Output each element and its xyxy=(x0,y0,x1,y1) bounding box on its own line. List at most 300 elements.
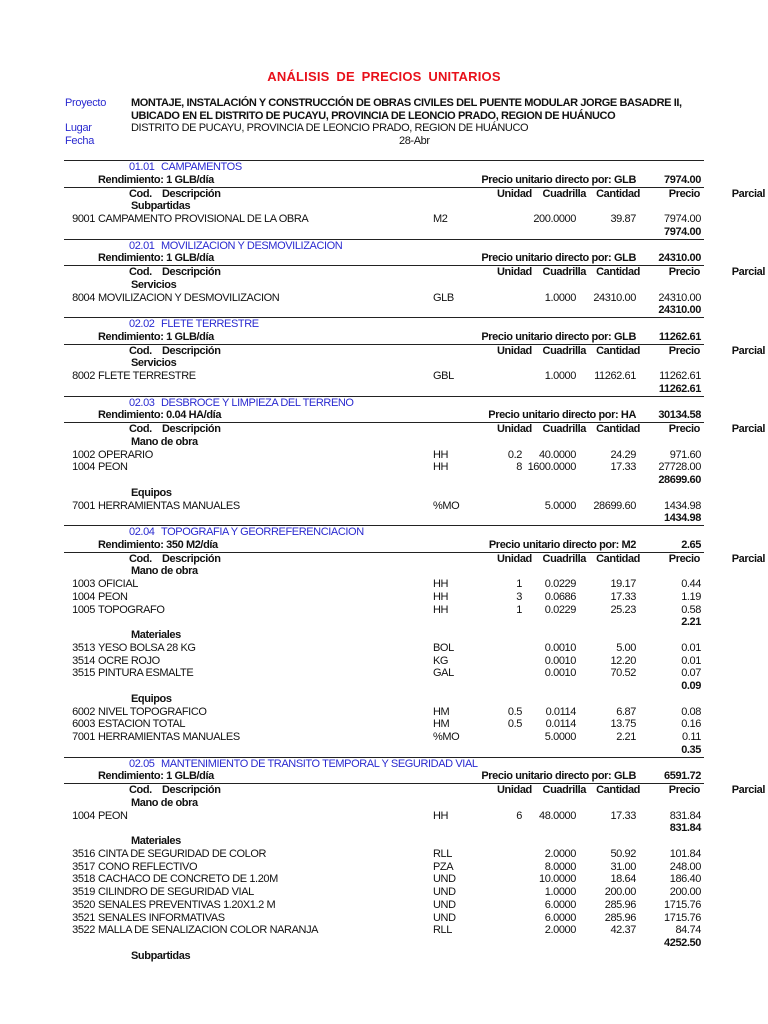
item-unit: UND xyxy=(433,911,456,924)
item-description: ESTACION TOTAL xyxy=(98,718,186,731)
col-cantidad: Cantidad xyxy=(596,266,640,278)
group-heading: Subpartidas xyxy=(131,200,191,213)
item-unit: GLB xyxy=(433,291,454,304)
table-row xyxy=(0,655,768,668)
item-description: TOPOGRAFO xyxy=(98,603,165,616)
group-heading-row xyxy=(0,950,768,963)
item-unit: UND xyxy=(433,886,456,898)
item-description: PEON xyxy=(98,590,128,603)
rendimiento-row xyxy=(0,770,768,783)
item-parcial: 971.60 xyxy=(669,448,701,461)
subtotal-row xyxy=(0,937,768,950)
col-cuadrilla: Cuadrilla xyxy=(542,187,586,200)
item-description: MALLA DE SENALIZACION COLOR NARANJA xyxy=(98,924,319,937)
item-code: 8004 xyxy=(72,291,95,304)
item-parcial: 831.84 xyxy=(669,809,701,822)
column-header-row xyxy=(64,265,765,279)
group-heading: Materiales xyxy=(131,629,181,641)
item-description: HERRAMIENTAS MANUALES xyxy=(98,499,240,512)
item-parcial: 1.19 xyxy=(681,590,701,603)
item-code: 8002 xyxy=(72,370,95,382)
item-parcial: 24310.00 xyxy=(658,291,701,304)
col-cantidad: Cantidad xyxy=(596,784,640,796)
item-parcial: 7974.00 xyxy=(664,213,701,225)
item-unit: KG xyxy=(433,654,449,667)
col-precio: Precio xyxy=(668,187,700,200)
item-cantidad: 0.0114 xyxy=(545,718,576,731)
group-heading-row xyxy=(0,279,768,292)
item-parcial: 0.08 xyxy=(681,705,701,718)
column-header-row xyxy=(64,422,765,436)
subtotal-row xyxy=(0,512,768,525)
col-descripcion: Descripción xyxy=(162,266,221,278)
subtotal-row xyxy=(0,822,768,835)
subtotal-row xyxy=(0,680,768,693)
table-row xyxy=(0,461,768,474)
group-heading-row xyxy=(0,629,768,642)
item-cantidad: 1.0000 xyxy=(544,291,576,304)
item-unit: HH xyxy=(433,461,449,474)
col-parcial: Parcial xyxy=(731,187,765,200)
subtotal-value: 831.84 xyxy=(669,822,701,835)
item-unit: UND xyxy=(433,898,456,911)
page-title: ANÁLISIS DE PRECIOS UNITARIOS xyxy=(267,69,501,84)
section-title-row xyxy=(64,317,704,331)
item-unit: HH xyxy=(433,809,449,822)
item-precio: 17.33 xyxy=(610,590,636,603)
rendimiento-row xyxy=(0,331,768,344)
table-row xyxy=(0,500,768,513)
group-heading: Subpartidas xyxy=(131,949,191,962)
col-precio: Precio xyxy=(668,784,700,796)
item-precio: 39.87 xyxy=(610,213,636,225)
item-cantidad: 5.0000 xyxy=(544,499,576,512)
item-cantidad: 1600.0000 xyxy=(527,461,576,474)
item-unit: RLL xyxy=(433,924,452,937)
column-header-row xyxy=(64,783,765,797)
col-descripcion: Descripción xyxy=(162,552,221,565)
section-code: 02.05 xyxy=(129,757,155,770)
table-row xyxy=(0,591,768,604)
table-row xyxy=(0,861,768,874)
subtotal-value: 2.21 xyxy=(681,616,701,629)
col-unidad: Unidad xyxy=(497,784,532,796)
table-row xyxy=(0,718,768,731)
col-precio: Precio xyxy=(668,423,700,435)
item-description: PINTURA ESMALTE xyxy=(98,667,194,680)
col-parcial: Parcial xyxy=(731,552,765,565)
item-unit: HH xyxy=(433,578,449,590)
item-precio: 70.52 xyxy=(610,667,636,680)
col-precio: Precio xyxy=(668,266,700,278)
group-heading: Servicios xyxy=(131,357,177,370)
item-unit: HH xyxy=(433,603,449,616)
item-cantidad: 48.0000 xyxy=(539,809,576,822)
item-description: CILINDRO DE SEGURIDAD VIAL xyxy=(98,886,254,898)
item-code: 1003 xyxy=(72,578,95,590)
item-cantidad: 0.0229 xyxy=(544,578,576,590)
col-cantidad: Cantidad xyxy=(596,344,640,357)
col-parcial: Parcial xyxy=(731,266,765,278)
section-title-row xyxy=(64,525,704,539)
item-precio: 19.17 xyxy=(610,578,636,590)
table-row xyxy=(0,924,768,937)
col-cod: Cod. xyxy=(129,552,152,565)
item-unit: RLL xyxy=(433,847,452,860)
item-code: 3521 xyxy=(72,911,95,924)
section-name: CAMPAMENTOS xyxy=(161,161,242,173)
proyecto-line-2: UBICADO EN EL DISTRITO DE PUCAYU, PROVINCIA DE LEONCIO PRADO, REGION DE HUÁNUCO xyxy=(131,110,616,122)
item-parcial: 248.00 xyxy=(669,860,701,873)
item-cuadrilla: 0.2 xyxy=(507,448,522,461)
group-heading-row xyxy=(0,835,768,848)
item-precio: 17.33 xyxy=(610,461,636,474)
table-row xyxy=(0,604,768,617)
item-parcial: 186.40 xyxy=(669,873,701,886)
subtotal-value: 24310.00 xyxy=(658,304,701,317)
col-cuadrilla: Cuadrilla xyxy=(542,266,586,278)
item-unit: HM xyxy=(433,718,450,731)
col-parcial: Parcial xyxy=(731,423,765,435)
col-cantidad: Cantidad xyxy=(596,187,640,200)
table-row xyxy=(0,449,768,462)
table-row xyxy=(0,810,768,823)
item-description: YESO BOLSA 28 KG xyxy=(98,641,196,654)
item-code: 3516 xyxy=(72,847,95,860)
item-cuadrilla: 8 xyxy=(516,461,522,474)
subtotal-row xyxy=(0,474,768,487)
item-parcial: 1715.76 xyxy=(664,898,701,911)
col-cod: Cod. xyxy=(129,784,152,796)
subtotal-value: 11262.61 xyxy=(658,382,701,395)
item-unit: UND xyxy=(433,873,456,886)
rendimiento-row xyxy=(0,409,768,422)
item-precio: 24310.00 xyxy=(593,291,636,304)
item-cantidad: 40.0000 xyxy=(539,448,576,461)
col-unidad: Unidad xyxy=(497,552,532,565)
item-precio: 285.96 xyxy=(604,898,636,911)
section-name: DESBROCE Y LIMPIEZA DEL TERRENO xyxy=(161,396,354,409)
table-row xyxy=(0,848,768,861)
item-code: 1004 xyxy=(72,809,95,822)
item-unit: BOL xyxy=(433,641,454,654)
group-heading: Mano de obra xyxy=(131,435,198,448)
section-title-row xyxy=(64,396,704,410)
unit-price-value: 11262.61 xyxy=(658,330,701,343)
item-code: 3522 xyxy=(72,924,95,937)
group-heading-row xyxy=(0,487,768,500)
item-description: FLETE TERRESTRE xyxy=(98,370,196,382)
column-header-row xyxy=(64,552,765,566)
item-code: 1005 xyxy=(72,603,95,616)
item-unit: GAL xyxy=(433,667,454,680)
item-cuadrilla: 1 xyxy=(516,603,522,616)
rendimiento-row xyxy=(0,252,768,265)
table-row xyxy=(0,873,768,886)
item-code: 6002 xyxy=(72,705,95,718)
group-heading-row xyxy=(0,357,768,370)
lugar-label: Lugar xyxy=(65,122,92,134)
item-precio: 28699.60 xyxy=(593,499,636,512)
fecha-label: Fecha xyxy=(65,135,95,147)
subtotal-row xyxy=(0,304,768,317)
unit-price-label: Precio unitario directo por: GLB xyxy=(481,770,636,783)
group-heading-row xyxy=(0,693,768,706)
item-precio: 42.37 xyxy=(610,924,636,937)
group-heading-row xyxy=(0,200,768,213)
unit-price-value: 7974.00 xyxy=(664,173,701,186)
item-unit: PZA xyxy=(433,860,454,873)
table-row xyxy=(0,886,768,899)
item-precio: 200.00 xyxy=(604,886,636,898)
item-parcial: 0.01 xyxy=(681,654,701,667)
item-unit: HM xyxy=(433,705,450,718)
item-precio: 25.23 xyxy=(610,603,636,616)
subtotal-row xyxy=(0,383,768,396)
subtotal-value: 1434.98 xyxy=(664,512,701,525)
item-description: HERRAMIENTAS MANUALES xyxy=(98,731,240,743)
table-row xyxy=(0,370,768,383)
item-code: 3513 xyxy=(72,641,95,654)
item-cantidad: 1.0000 xyxy=(544,886,576,898)
unit-price-label: Precio unitario directo por: GLB xyxy=(481,252,636,265)
group-heading: Servicios xyxy=(131,278,177,291)
item-code: 1004 xyxy=(72,461,95,474)
col-descripcion: Descripción xyxy=(162,344,221,357)
unit-price-label: Precio unitario directo por: M2 xyxy=(488,538,636,551)
col-unidad: Unidad xyxy=(497,266,532,278)
item-parcial: 0.58 xyxy=(681,603,701,616)
item-precio: 17.33 xyxy=(610,809,636,822)
item-cuadrilla: 6 xyxy=(516,809,522,822)
subtotal-row xyxy=(0,744,768,757)
item-parcial: 0.16 xyxy=(681,718,701,731)
table-row xyxy=(0,731,768,744)
subtotal-value: 28699.60 xyxy=(658,474,701,486)
item-code: 7001 xyxy=(72,731,95,743)
section-code: 02.01 xyxy=(129,239,155,252)
column-header-row xyxy=(64,187,765,201)
section-code: 01.01 xyxy=(129,161,155,173)
unit-price-label: Precio unitario directo por: GLB xyxy=(481,173,636,186)
item-cantidad: 0.0010 xyxy=(544,654,576,667)
item-unit: %MO xyxy=(433,499,460,512)
item-cantidad: 200.0000 xyxy=(533,213,576,225)
rendimiento: Rendimiento: 0.04 HA/día xyxy=(98,409,222,422)
item-precio: 24.29 xyxy=(610,448,636,461)
item-description: PEON xyxy=(98,809,128,822)
item-precio: 13.75 xyxy=(610,718,636,731)
item-precio: 285.96 xyxy=(604,911,636,924)
col-cod: Cod. xyxy=(129,187,152,200)
group-heading-row xyxy=(0,797,768,810)
table-row xyxy=(0,213,768,226)
section-name: TOPOGRAFIA Y GEORREFERENCIACION xyxy=(161,526,364,538)
item-code: 3518 xyxy=(72,873,95,886)
unit-price-label: Precio unitario directo por: HA xyxy=(488,409,636,422)
item-cantidad: 0.0010 xyxy=(544,641,576,654)
section-title-row xyxy=(64,160,704,174)
section-title-row xyxy=(64,757,704,771)
lugar-value: DISTRITO DE PUCAYU, PROVINCIA DE LEONCIO PRADO, REGION DE HUÁNUCO xyxy=(131,122,529,134)
col-unidad: Unidad xyxy=(497,187,532,200)
analysis-sheet xyxy=(0,160,768,963)
col-unidad: Unidad xyxy=(497,344,532,357)
item-precio: 12.20 xyxy=(610,654,636,667)
item-description: CACHACO DE CONCRETO DE 1.20M xyxy=(98,873,278,886)
item-unit: HH xyxy=(433,448,449,461)
subtotal-row xyxy=(0,226,768,239)
item-cantidad: 6.0000 xyxy=(544,911,576,924)
table-row xyxy=(0,578,768,591)
item-precio: 50.92 xyxy=(610,847,636,860)
unit-price-value: 24310.00 xyxy=(658,252,701,265)
section-code: 02.02 xyxy=(129,318,155,330)
section-title-row xyxy=(64,239,704,253)
col-cod: Cod. xyxy=(129,344,152,357)
item-parcial: 200.00 xyxy=(669,886,701,898)
rendimiento-row xyxy=(0,539,768,552)
item-cantidad: 2.0000 xyxy=(544,847,576,860)
subtotal-row xyxy=(0,616,768,629)
unit-price-value: 6591.72 xyxy=(664,770,701,783)
col-cuadrilla: Cuadrilla xyxy=(542,423,586,435)
group-heading: Equipos xyxy=(131,486,172,499)
item-cantidad: 1.0000 xyxy=(544,370,576,382)
subtotal-value: 4252.50 xyxy=(664,937,701,949)
item-code: 3517 xyxy=(72,860,95,873)
table-row xyxy=(0,642,768,655)
rendimiento: Rendimiento: 1 GLB/día xyxy=(98,252,214,265)
proyecto-label: Proyecto xyxy=(65,97,107,109)
item-precio: 31.00 xyxy=(610,860,636,873)
subtotal-value: 0.35 xyxy=(681,743,701,756)
item-code: 3514 xyxy=(72,654,95,667)
item-cantidad: 10.0000 xyxy=(539,873,576,886)
item-cantidad: 0.0114 xyxy=(545,705,576,718)
rendimiento: Rendimiento: 1 GLB/día xyxy=(98,173,214,186)
item-parcial: 1434.98 xyxy=(664,499,701,512)
section-name: FLETE TERRESTRE xyxy=(161,318,259,330)
group-heading: Materiales xyxy=(131,835,181,847)
section-code: 02.03 xyxy=(129,396,155,409)
group-heading-row xyxy=(0,436,768,449)
item-description: SENALES INFORMATIVAS xyxy=(98,911,225,924)
col-precio: Precio xyxy=(668,552,700,565)
item-precio: 18.64 xyxy=(610,873,636,886)
item-description: CONO REFLECTIVO xyxy=(98,860,198,873)
item-description: CAMPAMENTO PROVISIONAL DE LA OBRA xyxy=(98,213,309,225)
col-parcial: Parcial xyxy=(731,784,765,796)
group-heading: Mano de obra xyxy=(131,565,198,578)
rendimiento: Rendimiento: 1 GLB/día xyxy=(98,770,214,783)
col-cuadrilla: Cuadrilla xyxy=(542,552,586,565)
table-row xyxy=(0,912,768,925)
item-precio: 11262.61 xyxy=(594,370,636,382)
item-parcial: 0.11 xyxy=(682,731,701,743)
item-parcial: 84.74 xyxy=(675,924,701,937)
group-heading-row xyxy=(0,565,768,578)
col-precio: Precio xyxy=(668,344,700,357)
section-name: MOVILIZACION Y DESMOVILIZACION xyxy=(161,239,343,252)
group-heading: Equipos xyxy=(131,692,172,705)
col-unidad: Unidad xyxy=(497,423,532,435)
item-cantidad: 0.0010 xyxy=(544,667,576,680)
subtotal-value: 7974.00 xyxy=(664,225,701,238)
group-heading: Mano de obra xyxy=(131,796,198,809)
column-header-row xyxy=(64,344,765,358)
table-row xyxy=(0,706,768,719)
table-row xyxy=(0,667,768,680)
proyecto-line-1: MONTAJE, INSTALACIÓN Y CONSTRUCCIÓN DE OBRAS CIVILES DEL PUENTE MODULAR JORGE BASADRE II, xyxy=(131,97,682,109)
item-parcial: 0.01 xyxy=(681,641,701,654)
item-precio: 2.21 xyxy=(616,731,636,743)
item-precio: 5.00 xyxy=(616,641,636,654)
col-descripcion: Descripción xyxy=(162,423,221,435)
item-cuadrilla: 0.5 xyxy=(507,705,522,718)
item-cantidad: 5.0000 xyxy=(544,731,576,743)
col-descripcion: Descripción xyxy=(162,187,221,200)
section-name: MANTENIMIENTO DE TRANSITO TEMPORAL Y SEGURIDAD VIAL xyxy=(161,757,478,770)
item-description: NIVEL TOPOGRAFICO xyxy=(98,705,207,718)
section-code: 02.04 xyxy=(129,526,155,538)
rendimiento: Rendimiento: 1 GLB/día xyxy=(98,330,214,343)
col-parcial: Parcial xyxy=(731,344,765,357)
item-code: 1004 xyxy=(72,590,95,603)
item-code: 3515 xyxy=(72,667,95,680)
item-cantidad: 6.0000 xyxy=(544,898,576,911)
item-code: 9001 xyxy=(72,213,95,225)
item-cuadrilla: 1 xyxy=(516,578,522,590)
item-description: OPERARIO xyxy=(98,448,153,461)
item-code: 1002 xyxy=(72,448,95,461)
table-row xyxy=(0,899,768,912)
item-unit: M2 xyxy=(433,213,448,225)
item-code: 3519 xyxy=(72,886,95,898)
item-cantidad: 8.0000 xyxy=(544,860,576,873)
rendimiento-row xyxy=(0,174,768,187)
item-description: PEON xyxy=(98,461,128,474)
item-code: 7001 xyxy=(72,499,95,512)
item-parcial: 0.07 xyxy=(681,667,701,680)
subtotal-value: 0.09 xyxy=(681,680,701,692)
item-parcial: 11262.61 xyxy=(659,370,701,382)
item-precio: 6.87 xyxy=(616,705,636,718)
col-cantidad: Cantidad xyxy=(596,423,640,435)
col-cuadrilla: Cuadrilla xyxy=(542,344,586,357)
item-code: 6003 xyxy=(72,718,95,731)
rendimiento: Rendimiento: 350 M2/día xyxy=(98,538,218,551)
item-cantidad: 2.0000 xyxy=(544,924,576,937)
col-cuadrilla: Cuadrilla xyxy=(542,784,586,796)
item-unit: HH xyxy=(433,590,449,603)
item-parcial: 101.84 xyxy=(669,847,701,860)
col-cod: Cod. xyxy=(129,423,152,435)
item-description: CINTA DE SEGURIDAD DE COLOR xyxy=(98,847,267,860)
item-unit: GBL xyxy=(433,370,454,382)
item-description: MOVILIZACION Y DESMOVILIZACION xyxy=(98,291,280,304)
item-description: OFICIAL xyxy=(98,578,138,590)
col-cod: Cod. xyxy=(129,266,152,278)
item-description: SENALES PREVENTIVAS 1.20X1.2 M xyxy=(98,898,276,911)
col-cantidad: Cantidad xyxy=(596,552,640,565)
item-parcial: 1715.76 xyxy=(664,911,701,924)
item-cuadrilla: 0.5 xyxy=(507,718,522,731)
col-descripcion: Descripción xyxy=(162,784,221,796)
item-code: 3520 xyxy=(72,898,95,911)
unit-price-value: 2.65 xyxy=(681,538,701,551)
item-parcial: 0.44 xyxy=(681,578,701,590)
